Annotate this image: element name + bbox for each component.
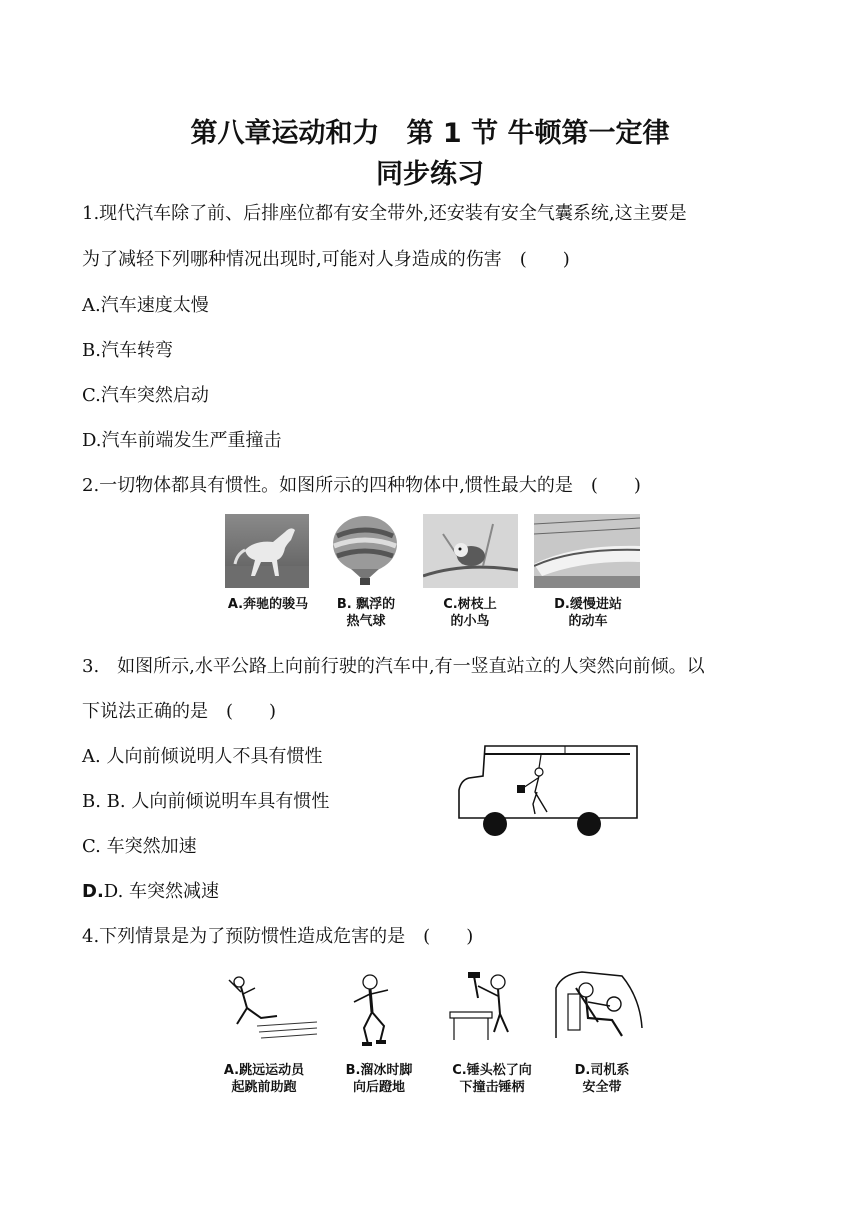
q4-figure [212,968,652,1103]
q4-caption-b: B.溜冰时脚 向后蹬地 [345,1063,413,1095]
q1-stem-line1: 1.现代汽车除了前、后排座位都有安全带外,还安装有安全气囊系统,这主要是 [82,203,687,224]
q1-option-a: A.汽车速度太慢 [82,295,209,316]
q3-option-a: A. 人向前倾说明人不具有惯性 [82,746,323,767]
q4-caption-d: D.司机系 安全带 [574,1063,630,1095]
q3-stem-line1: 3. 如图所示,水平公路上向前行驶的汽车中,有一竖直站立的人突然向前倾。以 [82,656,705,677]
q2-figure [220,512,650,634]
q3-option-d-prefix: D. [82,881,104,902]
q3-option-c: C. 车突然加速 [82,836,197,857]
q3-option-b: B. B. 人向前倾说明车具有惯性 [82,791,330,812]
q1-option-c: C.汽车突然启动 [82,385,209,406]
q2-caption-b: B. 飘浮的 热气球 [336,597,396,629]
q2-stem: 2.一切物体都具有惯性。如图所示的四种物体中,惯性最大的是 ( ) [82,475,641,496]
q2-caption-a: A.奔驰的骏马 [227,597,309,612]
driver-drawing [552,968,648,1050]
hammer-drawing [444,968,536,1050]
train-photo [534,514,640,588]
q1-option-d: D.汽车前端发生严重撞击 [82,430,282,451]
q3-option-d [82,880,219,904]
q3-option-d-text: D. 车突然减速 [103,881,220,902]
page-title: 第八章运动和力 第 1 节 牛顿第一定律 [190,118,670,149]
balloon-photo [325,514,405,588]
q2-caption-d: D.缓慢进站 的动车 [554,597,622,629]
q1-option-b: B.汽车转弯 [82,340,173,361]
horse-photo [225,514,309,588]
skater-drawing [340,968,410,1050]
q1-stem-line2: 为了减轻下列哪种情况出现时,可能对人身造成的伤害 ( ) [82,249,570,270]
q4-stem: 4.下列情景是为了预防惯性造成危害的是 ( ) [82,926,474,947]
q3-stem-line2: 下说法正确的是 ( ) [82,701,277,722]
page-subtitle: 同步练习 [376,159,484,190]
long-jumper-drawing [217,968,322,1048]
q4-caption-a: A.跳远运动员 起跳前助跑 [223,1063,305,1095]
bus-figure [455,740,645,840]
q2-caption-c: C.树枝上 的小鸟 [443,597,497,629]
q4-caption-c: C.锤头松了向 下撞击锤柄 [452,1063,532,1095]
bird-photo [423,514,518,588]
